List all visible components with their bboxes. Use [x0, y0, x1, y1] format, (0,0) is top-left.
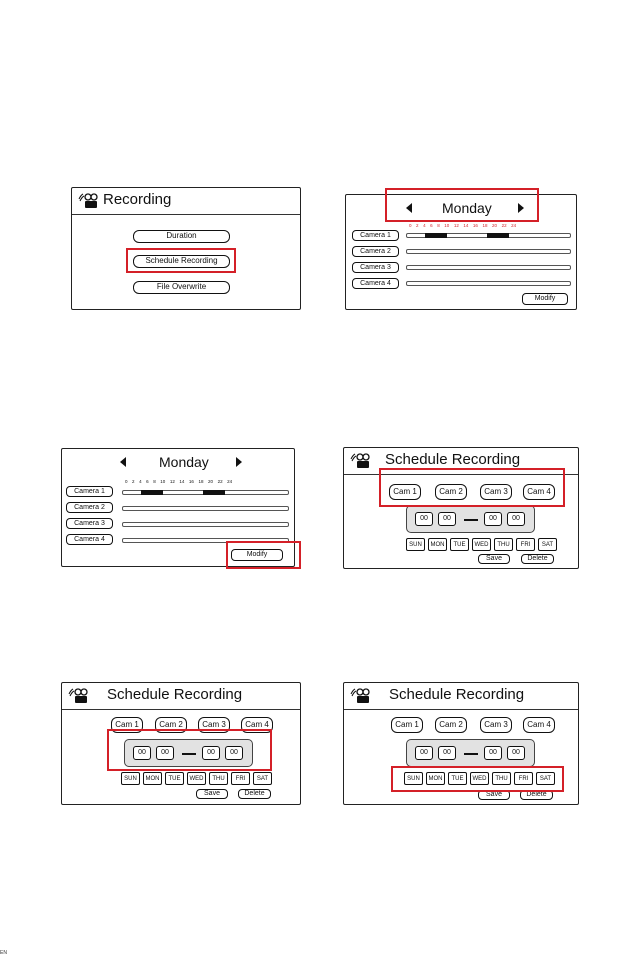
cam-2-button[interactable]: Cam 2	[435, 484, 467, 500]
day-mon[interactable]: MON	[426, 772, 445, 785]
camera-1-timeline	[122, 490, 289, 495]
day-wed[interactable]: WED	[472, 538, 491, 551]
day-sat[interactable]: SAT	[538, 538, 557, 551]
video-camera-icon	[78, 192, 100, 210]
end-minute-field[interactable]: 00	[225, 746, 243, 760]
cam-1-button[interactable]: Cam 1	[389, 484, 421, 500]
page-title: Schedule Recording	[107, 686, 243, 703]
page-title: Recording	[103, 191, 172, 208]
day-tue[interactable]: TUE	[450, 538, 469, 551]
start-hour-field[interactable]: 00	[415, 512, 433, 526]
recording-segment	[141, 490, 163, 495]
hour-ticks: 0 2 4 6 8 10 12 14 16 18 20 22 24	[125, 479, 233, 484]
cam-1-button[interactable]: Cam 1	[111, 717, 143, 733]
page-footer: EN	[0, 950, 7, 956]
highlight-box	[107, 729, 272, 771]
day-wed[interactable]: WED	[470, 772, 489, 785]
camera-2-button[interactable]: Camera 2	[66, 502, 113, 513]
schedule-recording-panel	[343, 447, 579, 569]
save-button[interactable]: Save	[478, 554, 510, 564]
previous-day-arrow-icon[interactable]	[120, 457, 126, 467]
day-label: Monday	[159, 454, 209, 470]
end-minute-field[interactable]: 00	[507, 512, 525, 526]
modify-button[interactable]: Modify	[522, 293, 568, 305]
camera-2-timeline	[406, 249, 571, 254]
cam-4-button[interactable]: Cam 4	[523, 484, 555, 500]
end-hour-field[interactable]: 00	[484, 512, 502, 526]
camera-2-timeline	[122, 506, 289, 511]
camera-2-button[interactable]: Camera 2	[352, 246, 399, 257]
highlight-box	[226, 541, 301, 569]
start-minute-field[interactable]: 00	[156, 746, 174, 760]
recording-segment	[425, 233, 447, 238]
day-mon[interactable]: MON	[143, 772, 162, 785]
save-button[interactable]: Save	[478, 790, 510, 800]
day-fri[interactable]: FRI	[514, 772, 533, 785]
camera-1-button[interactable]: Camera 1	[352, 230, 399, 241]
start-minute-field[interactable]: 00	[438, 512, 456, 526]
video-camera-icon	[68, 687, 90, 705]
video-camera-icon	[350, 452, 372, 470]
start-hour-field[interactable]: 00	[415, 746, 433, 760]
camera-4-button[interactable]: Camera 4	[352, 278, 399, 289]
time-range-box	[406, 505, 535, 533]
camera-3-timeline	[122, 522, 289, 527]
day-tue[interactable]: TUE	[448, 772, 467, 785]
save-button[interactable]: Save	[196, 789, 228, 799]
end-minute-field[interactable]: 00	[507, 746, 525, 760]
day-label: Monday	[442, 200, 492, 216]
day-fri[interactable]: FRI	[516, 538, 535, 551]
delete-button[interactable]: Delete	[238, 789, 271, 799]
day-sun[interactable]: SUN	[404, 772, 423, 785]
end-hour-field[interactable]: 00	[202, 746, 220, 760]
day-thu[interactable]: THU	[209, 772, 228, 785]
day-sun[interactable]: SUN	[406, 538, 425, 551]
cam-4-button[interactable]: Cam 4	[523, 717, 555, 733]
recording-segment	[203, 490, 225, 495]
next-day-arrow-icon[interactable]	[236, 457, 242, 467]
highlight-box	[379, 468, 565, 507]
camera-3-button[interactable]: Camera 3	[66, 518, 113, 529]
page-title: Schedule Recording	[389, 686, 525, 703]
highlight-box	[391, 766, 564, 792]
day-tue[interactable]: TUE	[165, 772, 184, 785]
day-fri[interactable]: FRI	[231, 772, 250, 785]
cam-2-button[interactable]: Cam 2	[435, 717, 467, 733]
cam-2-button[interactable]: Cam 2	[155, 717, 187, 733]
title-bar	[72, 188, 300, 215]
camera-3-button[interactable]: Camera 3	[352, 262, 399, 273]
camera-1-button[interactable]: Camera 1	[66, 486, 113, 497]
range-dash	[464, 753, 478, 755]
highlight-box	[126, 248, 236, 273]
start-minute-field[interactable]: 00	[438, 746, 456, 760]
day-thu[interactable]: THU	[492, 772, 511, 785]
cam-3-button[interactable]: Cam 3	[480, 717, 512, 733]
camera-1-timeline	[406, 233, 571, 238]
day-wed[interactable]: WED	[187, 772, 206, 785]
delete-button[interactable]: Delete	[521, 554, 554, 564]
file-overwrite-button[interactable]: File Overwrite	[133, 281, 230, 294]
duration-button[interactable]: Duration	[133, 230, 230, 243]
cam-3-button[interactable]: Cam 3	[198, 717, 230, 733]
title-bar	[62, 683, 300, 710]
hour-ticks: 0 2 4 6 8 10 12 14 16 18 20 22 24	[409, 223, 517, 228]
day-sat[interactable]: SAT	[253, 772, 272, 785]
day-sun[interactable]: SUN	[121, 772, 140, 785]
camera-3-timeline	[406, 265, 571, 270]
modify-button[interactable]: Modify	[231, 549, 283, 561]
camera-4-timeline	[406, 281, 571, 286]
cam-3-button[interactable]: Cam 3	[480, 484, 512, 500]
highlight-box	[385, 188, 539, 222]
recording-segment	[487, 233, 509, 238]
delete-button[interactable]: Delete	[520, 790, 553, 800]
end-hour-field[interactable]: 00	[484, 746, 502, 760]
page-title: Schedule Recording	[385, 451, 521, 468]
title-bar	[344, 683, 578, 710]
cam-1-button[interactable]: Cam 1	[391, 717, 423, 733]
cam-4-button[interactable]: Cam 4	[241, 717, 273, 733]
day-thu[interactable]: THU	[494, 538, 513, 551]
start-hour-field[interactable]: 00	[133, 746, 151, 760]
time-range-box	[406, 739, 535, 767]
day-mon[interactable]: MON	[428, 538, 447, 551]
range-dash	[464, 519, 478, 521]
schedule-recording-button[interactable]: Schedule Recording	[133, 255, 230, 268]
day-sat[interactable]: SAT	[536, 772, 555, 785]
camera-4-button[interactable]: Camera 4	[66, 534, 113, 545]
video-camera-icon	[350, 687, 372, 705]
